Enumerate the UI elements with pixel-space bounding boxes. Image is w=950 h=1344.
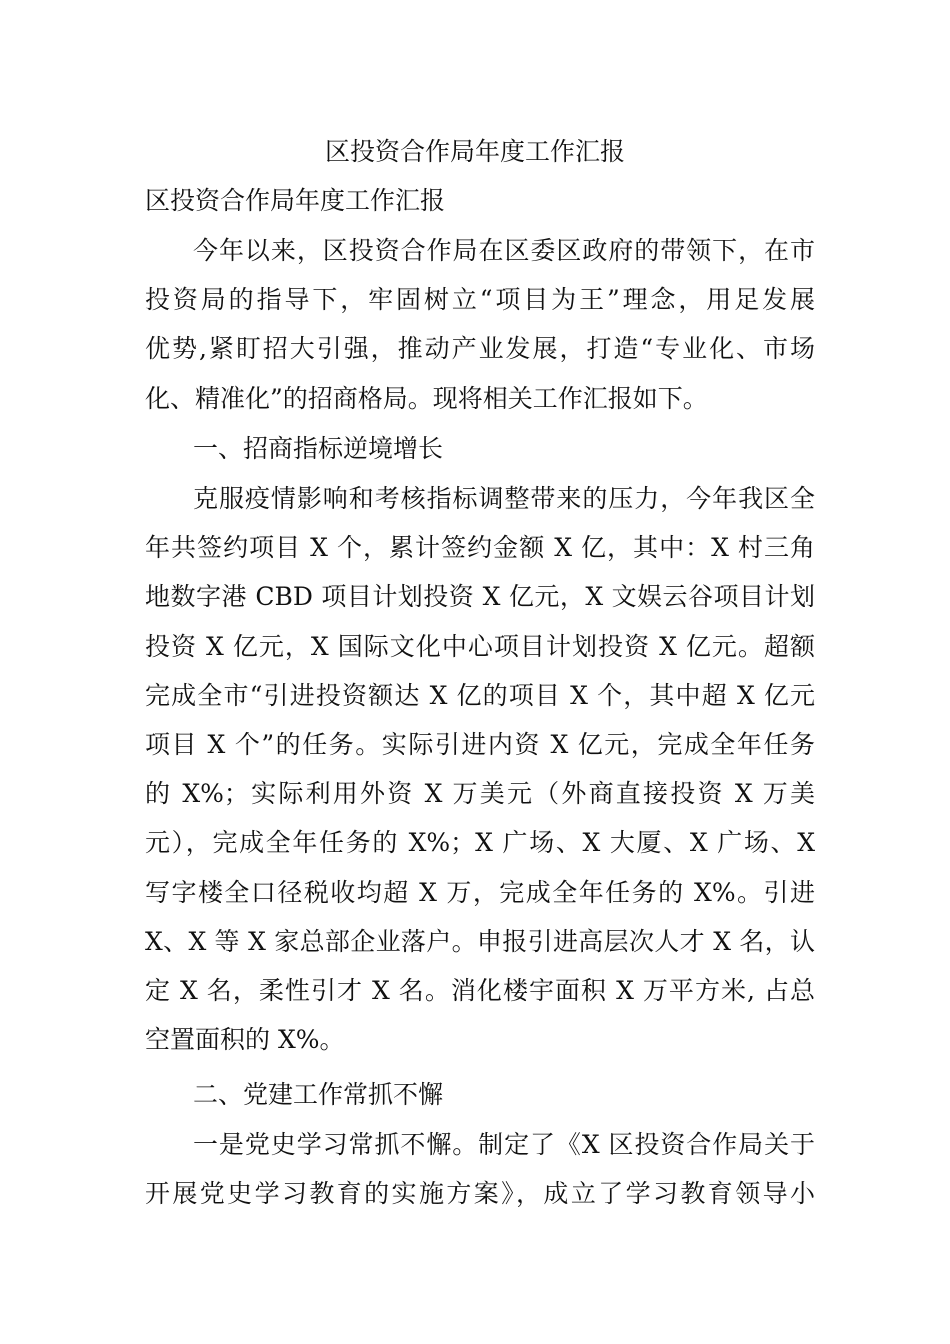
section-heading-2: 二、党建工作常抓不懈 xyxy=(193,1080,444,1109)
paragraph-line: 投资局的指导下，牢固树立“项目为王”理念，用足发展 xyxy=(145,285,815,315)
document-subtitle: 区投资合作局年度工作汇报 xyxy=(145,186,446,215)
paragraph-line: 项目 X 个”的任务。实际引进内资 X 亿元，完成全年任务 xyxy=(145,729,815,759)
paragraph-line: 元），完成全年任务的 X%；X 广场、X 大厦、X 广场、X xyxy=(145,828,815,858)
document-title: 区投资合作局年度工作汇报 xyxy=(324,137,625,166)
paragraph-line: 化、精准化”的招商格局。现将相关工作汇报如下。 xyxy=(145,383,708,413)
paragraph-line: 年共签约项目 X 个，累计签约金额 X 亿，其中：X 村三角 xyxy=(145,533,815,563)
paragraph-line: 开展党史学习教育的实施方案》，成立了学习教育领导小 xyxy=(145,1179,815,1209)
paragraph-line: 克服疫情影响和考核指标调整带来的压力，今年我区全 xyxy=(193,484,815,513)
paragraph-line: 投资 X 亿元，X 国际文化中心项目计划投资 X 亿元。超额 xyxy=(145,631,815,661)
paragraph-line: 一是党史学习常抓不懈。制定了《X 区投资合作局关于 xyxy=(193,1130,815,1159)
paragraph-line: 完成全市“引进投资额达 X 亿的项目 X 个，其中超 X 亿元 xyxy=(145,680,815,710)
paragraph-line: 地数字港 CBD 项目计划投资 X 亿元，X 文娱云谷项目计划 xyxy=(145,582,815,612)
section1-paragraph xyxy=(145,474,815,1064)
intro-paragraph xyxy=(145,226,815,423)
paragraph-line: 空置面积的 X%。 xyxy=(145,1025,345,1055)
section-heading-1: 一、招商指标逆境增长 xyxy=(193,434,444,463)
paragraph-line: 定 X 名，柔性引才 X 名。消化楼宇面积 X 万平方米, 占总 xyxy=(145,975,815,1005)
paragraph-line: 的 X%；实际利用外资 X 万美元（外商直接投资 X 万美 xyxy=(145,779,815,809)
paragraph-line: 写字楼全口径税收均超 X 万，完成全年任务的 X%。引进 xyxy=(145,877,815,907)
paragraph-line: 优势,紧盯招大引强，推动产业发展，打造“专业化、市场 xyxy=(145,334,815,364)
paragraph-line: X、X 等 X 家总部企业落户。申报引进高层次人才 X 名，认 xyxy=(145,926,815,956)
section2-paragraph xyxy=(145,1120,815,1218)
paragraph-line: 今年以来，区投资合作局在区委区政府的带领下，在市 xyxy=(193,236,815,265)
